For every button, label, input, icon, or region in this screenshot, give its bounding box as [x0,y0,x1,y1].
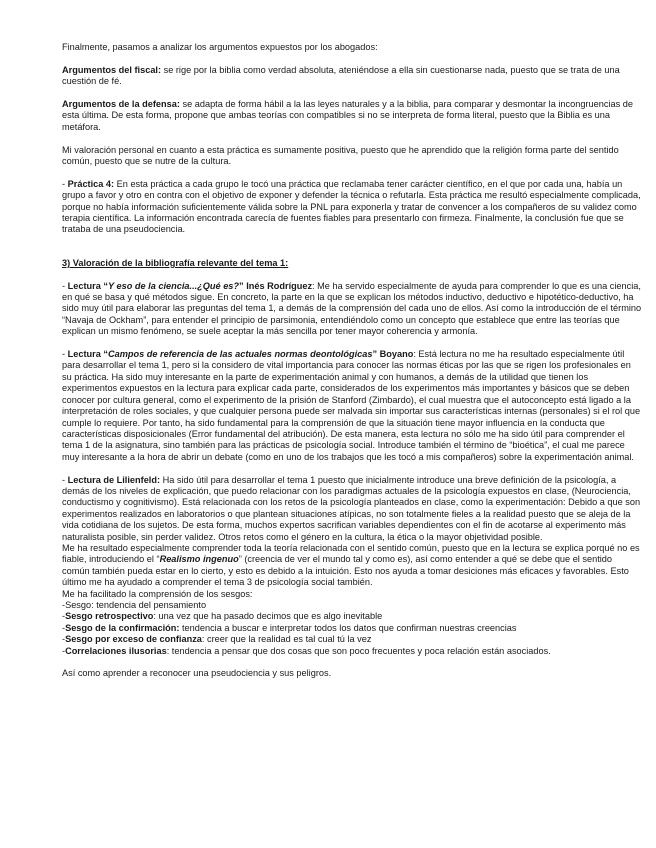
document-page [62,0,642,680]
lectura3-paragraph: - Lectura de Lilienfeld: Ha sido útil para desarrollar el tema 1 puesto que inicialmente introduce una breve definición de la psicología, a demás de los niveles de explicación, que puedo relacionar con los paradigmas actuales de la psicología expuestos en clase, (Neurociencia, conductismo y cognitivismo). Está relacionada con los retos de la psicología planteados en clase, como la experimentación: Debido a que son experimentos realizados en laboratorios o que plantean situaciones atípicas, no son totalmente fieles a la realidad puesto que se aleja de la vida cotidiana de los sujetos. De esta forma, muchos expertos sacrifican variables dependientes con el fin de acotarse al experimento más naturalista posible, sin perder validez. Otros retos como el género en la cultura, la ética o la mayor objetividad posible. [62,474,641,542]
lectura1-author: ” Inés Rodríguez [239,280,313,291]
valoracion-paragraph: Mi valoración personal en cuanto a esta práctica es sumamente positiva, puesto que he aprendido que la religión forma parte del sentido común, puesto que se nutre de la cultura. [62,144,619,167]
section3-heading [62,258,642,269]
lectura1-label: Lectura “ [67,280,108,291]
defensa-text: se adapta de forma hábil a la las leyes naturales y a la biblia, para comparar y desmontar la incongruencias de esta última. De esta forma, propone que ambas teorías con compatibles si no se interpreta de forma literal, puesto que la Biblia es una metáfora. [62,99,633,132]
intro-paragraph: Finalmente, pasamos a analizar los argumentos expuestos por los abogados: [62,42,378,52]
fiscal-paragraph [62,65,642,88]
lectura2-paragraph: - Lectura “Campos de referencia de las actuales normas deontológicas” Boyano: Está lectura no me ha resultado especialmente útil para desarrollar el tema 1, pero si la considero de vital importancia para conocer las normas éticas por las que se rigen los profesionales en su práctica. Ha sido muy interesante en la parte de experimentación animal y con humanos, a demás de la utilidad que tienen los experimentos expuestos en la lectura para explicar cada parte, considerados de los experimentos más importantes y básicos que se deben conocer por cultura general, como el experimento de la prisión de Stanford (Zimbardo), el cual muestra que el autoconcepto está ligado a la interpretación de roles sociales, y que cualquier persona puede ser malvada sin importar sus características internas (personales) si el rol que cumple lo requiere. Por tanto, ha sido fundamental para la comprensión de que la situación tiene mayor influencia en la conducta que características disposicionales (Error fundamental del atribución). De esta manera, esta lectura no sólo me ha sido útil para comprender el tema 1 de la asignatura, sino también para las prácticas de psicología social. Introduce también el término de “bioética”, el cual me parece muy interesante a la hora de abrir un debate (como en uno de los trabajos que les tocó a mis compañeros) sobre la experimentación animal. [62,349,641,462]
lectura2-text: : Está lectura no me ha resultado especialmente útil para desarrollar el tema 1, pero si la considero de vital importancia para conocer las normas éticas por las que se rigen los profesionales en su práctica. Ha sido muy interesante en la parte de experimentación animal y con humanos, a demás de la utilidad que tienen los experimentos expuestos en la lectura para explicar cada parte, considerados de los experimentos más importantes y básicos que se deben conocer por cultura general, como el experimento de la prisión de Stanford (Zimbardo), el cual muestra que el autoconcepto está ligado a la interpretación de roles sociales, y que cualquier persona puede ser malvada sin importar sus características internas (personales) si el rol que cumple lo requiere. Por tanto, ha sido fundamental para la comprensión de que la situación tiene mayor influencia en la conducta que características disposicionales (Error fundamental del atribución). De esta manera, esta lectura no sólo me ha sido útil para comprender el tema 1 de la asignatura, sino también para las prácticas de psicología social. Introduce también el término de “bioética”, el cual me parece muy interesante a la hora de abrir un debate (como en uno de los trabajos que les tocó a mis compañeros) sobre la experimentación animal. [62,349,641,462]
list-item: -Sesgo por exceso de confianza: creer que la realidad es tal cual tú la vez [62,634,372,645]
list-item: -Sesgo: tendencia del pensamiento [62,599,207,610]
practica4-text: En esta práctica a cada grupo le tocó una práctica que reclamaba tener carácter científico, en el que por cada una, había un grupo a favor y otro en contra con el objetivo de exponer y defender la técnica o refutarla. Esta práctica me resultó especialmente complicada, porque no había información suficientemente válida sobre la PNL para exponerla y tratar de convencer a los compañeros de su validez como terapia científica. La información encontrada carecía de fuentes fiables para presentarlo con firmeza. Finalmente, la conclusión fue que se trataba de una pseudociencia. [62,178,641,235]
practica4-label: Práctica 4: [67,178,115,189]
lectura2-label: Lectura “ [67,349,108,360]
lectura3-paragraph-2: Me ha resultado especialmente comprender toda la teoría relacionada con el sentido común, puesto que en la lectura se explica porqué no es fiable, introduciendo el “Realismo ingenuo” (creencia de ver el mundo tal y como es), así como entender a qué se debe que el sentido común también pueda estar en lo cierto, y esto es debido a la intuición. Esto nos ayuda a tomar desiciones más eficaces y favorables. Esto último me ha ayudado a comprender el tema 3 de psicología social también. [62,542,640,588]
lectura2-author: ” Boyano [372,349,414,360]
list-item: -Correlaciones ilusorias: tendencia a pensar que dos cosas que son poco frecuentes y poca relación están asociados. [62,645,551,656]
lectura3-paragraph-3: Me ha facilitado la comprensión de los sesgos: [62,588,253,599]
lectura2-title: Campos de referencia de las actuales normas deontológicas [107,349,373,360]
fiscal-text: se rige por la biblia como verdad absoluta, ateniéndose a ella sin cuestionarse nada, puesto que se trata de una cuestión de fé. [62,64,620,87]
sesgos-list [62,600,642,657]
closing-paragraph: Así como aprender a reconocer una pseudociencia y sus peligros. [62,668,332,679]
list-item: -Sesgo de la confirmación: tendencia a buscar e interpretar todos los datos que confirman nuestras creencias [62,622,517,633]
lectura3-label: Lectura de Lilienfeld: [67,474,161,485]
practica4-paragraph: - Práctica 4: En esta práctica a cada grupo le tocó una práctica que reclamaba tener carácter científico, en el que por cada una, había un grupo a favor y otro en contra con el objetivo de exponer y defender la técnica o refutarla. Esta práctica me resultó especialmente complicada, porque no había información suficientemente válida sobre la PNL para exponerla y tratar de convencer a los compañeros de su validez como terapia científica. La información encontrada carecía de fuentes fiables para presentarlo con firmeza. Finalmente, la conclusión fue que se trataba de una pseudociencia. [62,178,641,235]
lectura1-paragraph: - Lectura “Y eso de la ciencia...¿Qué es?” Inés Rodríguez: Me ha servido especialmente de ayuda para comprender lo que es una ciencia, en qué se basa y qué métodos sigue. En concreto, la parte en la que se explican los métodos inductivo, deductivo e hipotético-deductivo, ha sido muy útil para elaborar las preguntas del tema 1, a demás de la comprensión del cada uno de ellos. Así como la introducción de el término “Navaja de Ockham”, para entender el principio de parsimonia, entendiéndolo como un concepto que establece que entre las teorías que explican un mismo fenómeno, se suele aceptar la más sencilla por tener mayor coherencia y armonía. [62,280,642,337]
fiscal-label: Argumentos del fiscal: [62,64,162,75]
lectura1-title: Y eso de la ciencia...¿Qué es? [107,280,240,291]
defensa-paragraph [62,99,642,133]
section3-title: 3) Valoración de la bibliografía relevante del tema 1: [62,257,289,268]
lectura3-text: Ha sido útil para desarrollar el tema 1 puesto que inicialmente introduce una breve definición de la psicología, a demás de los niveles de explicación, que puedo relacionar con los paradigmas actuales de la psicología expuestos en clase, (Neurociencia, conductismo y cognitivismo). Está relacionada con los retos de la psicología planteados en clase, como la experimentación: Debido a que son experimentos realizados en laboratorios o que plantean situaciones atípicas, no son totalmente fieles a la realidad puesto que se aleja de la vida cotidiana de los sujetos. De esta forma, muchos expertos sacrifican variables dependientes con el fin de acotarse al experimento más naturalista posible, sin perder validez. Otros retos como el género en la cultura, la ética o la mayor objetividad posible. [62,474,641,542]
lectura1-text: : Me ha servido especialmente de ayuda para comprender lo que es una ciencia, en qué se basa y qué métodos sigue. En concreto, la parte en la que se explican los métodos inductivo, deductivo e hipotético-deductivo, ha sido muy útil para elaborar las preguntas del tema 1, a demás de la comprensión del cada uno de ellos. Así como la introducción de el término “Navaja de Ockham”, para entender el principio de parsimonia, entendiéndolo como un concepto que establece que entre las teorías que explican un mismo fenómeno, se suele aceptar la más sencilla por tener mayor coherencia y armonía. [62,280,642,337]
realismo-ingenuo-term: Realismo ingenuo [159,554,239,565]
list-item: -Sesgo retrospectivo: una vez que ha pasado decimos que es algo inevitable [62,611,383,622]
defensa-label: Argumentos de la defensa: [62,99,180,109]
